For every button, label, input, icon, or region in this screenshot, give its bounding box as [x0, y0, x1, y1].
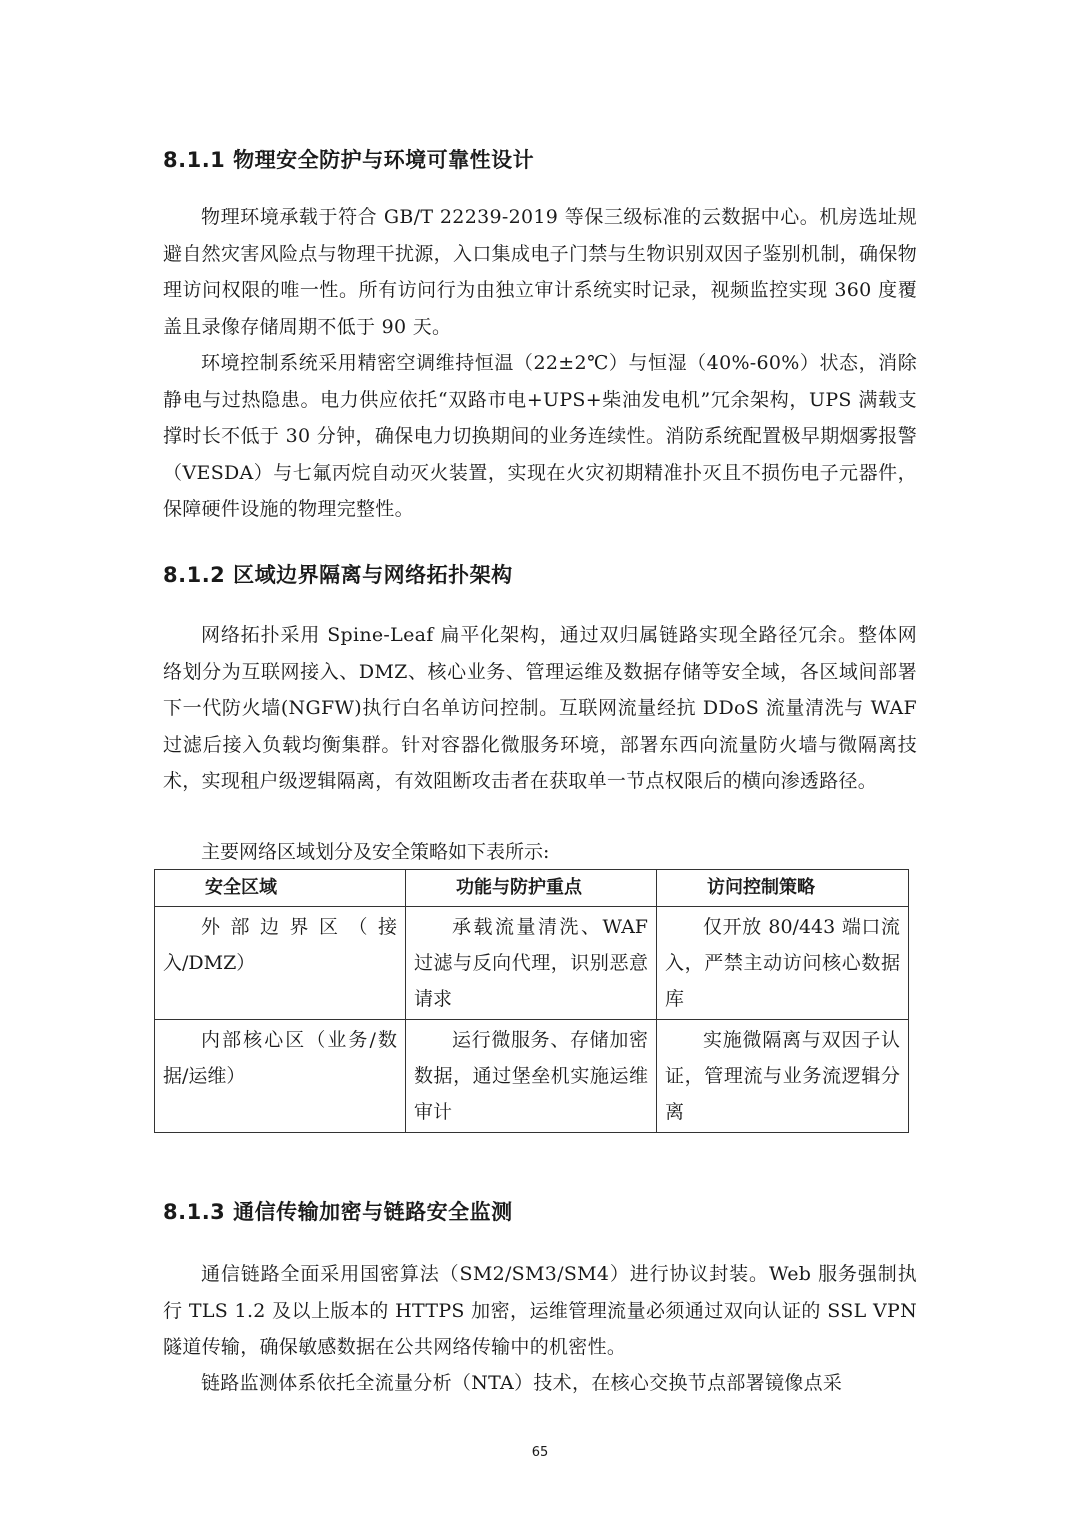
- paragraph-link-monitoring: 链路监测体系依托全流量分析（NTA）技术，在核心交换节点部署镜像点采: [201, 1372, 843, 1394]
- table-cell-function: 承载流量清洗、WAF 过滤与反向代理，识别恶意请求: [406, 907, 657, 1020]
- page-number: 65: [531, 1445, 549, 1460]
- table-header-zone: 安全区域: [155, 870, 406, 907]
- paragraph-physical-environment: 物理环境承载于符合 GB/T 22239-2019 等保三级标准的云数据中心。机房选址规避自然灾害风险点与物理干扰源，入口集成电子门禁与生物识别双因子鉴别机制，确保物理访问权限的唯一性。所有访问行为由独立审计系统实时记录，视频监控实现 360 度覆盖且录像存储周期不低于 90 天。: [163, 206, 917, 338]
- table-cell-function: 运行微服务、存储加密数据，通过堡垒机实施运维审计: [406, 1020, 657, 1133]
- table-cell-access-policy: 仅开放 80/443 端口流入，严禁主动访问核心数据库: [657, 907, 909, 1020]
- table-cell-access-policy: 实施微隔离与双因子认证，管理流与业务流逻辑分离: [657, 1020, 909, 1133]
- table-caption: 主要网络区域划分及安全策略如下表所示:: [201, 841, 550, 863]
- paragraph-environment-control: 环境控制系统采用精密空调维持恒温（22±2℃）与恒湿（40%-60%）状态，消除静电与过热隐患。电力供应依托“双路市电+UPS+柴油发电机”冗余架构，UPS 满载支撑时长不低于 30 分钟，确保电力切换期间的业务连续性。消防系统配置极早期烟雾报警（VESDA）与七氟丙烷自动灭火装置，实现在火灾初期精准扑灭且不损伤电子元器件，保障硬件设施的物理完整性。: [163, 352, 917, 520]
- paragraph-network-topology: 网络拓扑采用 Spine-Leaf 扁平化架构，通过双归属链路实现全路径冗余。整体网络划分为互联网接入、DMZ、核心业务、管理运维及数据存储等安全域，各区域间部署下一代防火墙(NGFW)执行白名单访问控制。互联网流量经抗 DDoS 流量清洗与 WAF 过滤后接入负载均衡集群。针对容器化微服务环境，部署东西向流量防火墙与微隔离技术，实现租户级逻辑隔离，有效阻断攻击者在获取单一节点权限后的横向渗透路径。: [163, 624, 917, 792]
- table-row: [155, 907, 909, 1020]
- table-row: [155, 1020, 909, 1133]
- paragraph-transport-encryption: 通信链路全面采用国密算法（SM2/SM3/SM4）进行协议封装。Web 服务强制执行 TLS 1.2 及以上版本的 HTTPS 加密，运维管理流量必须通过双向认证的 SSL VPN 隧道传输，确保敏感数据在公共网络传输中的机密性。: [163, 1263, 917, 1358]
- section-heading-8-1-3: 8.1.3 通信传输加密与链路安全监测: [163, 1200, 513, 1224]
- section-heading-8-1-2: 8.1.2 区域边界隔离与网络拓扑架构: [163, 563, 513, 587]
- security-zones-table: [154, 869, 909, 1133]
- table-header-function: 功能与防护重点: [406, 870, 657, 907]
- table-header-row: [155, 870, 909, 907]
- table-cell-zone: 内部核心区（业务/数据/运维）: [155, 1020, 406, 1133]
- section-heading-8-1-1: 8.1.1 物理安全防护与环境可靠性设计: [163, 148, 535, 172]
- table-cell-zone: 外部边界区（接入/DMZ）: [155, 907, 406, 1020]
- table-header-access-policy: 访问控制策略: [657, 870, 909, 907]
